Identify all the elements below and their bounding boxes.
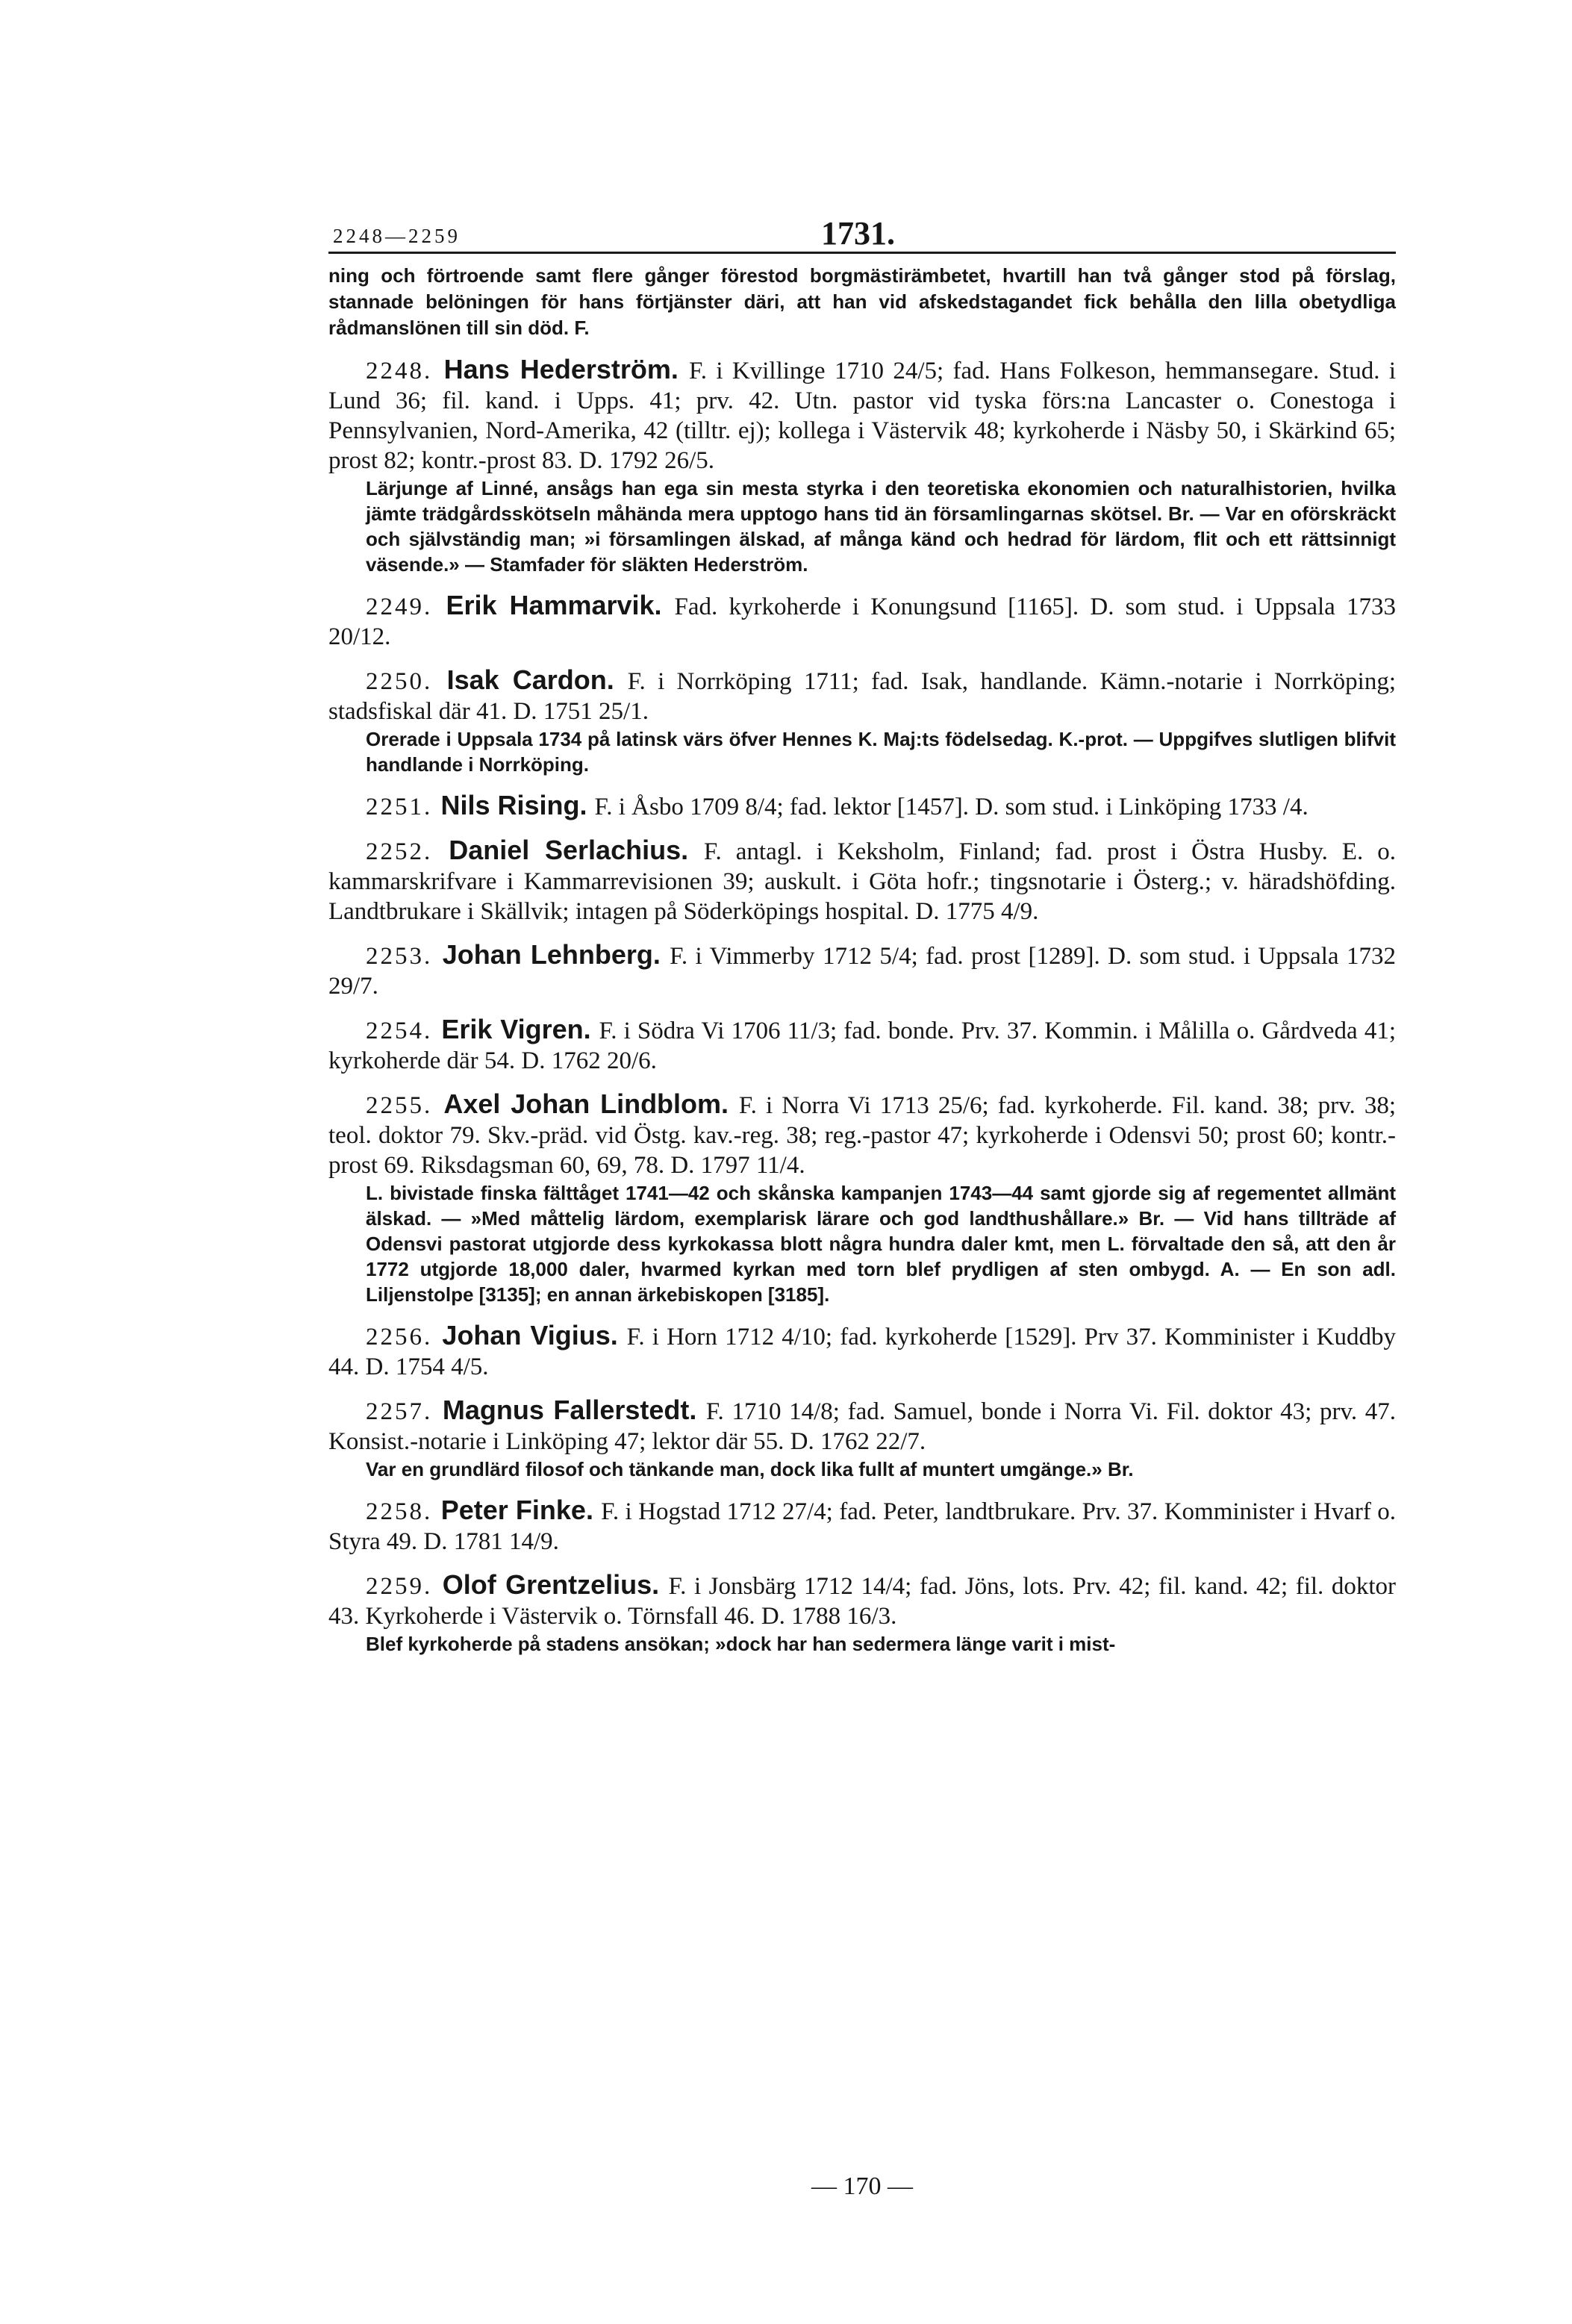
entry-body <box>328 355 1396 476</box>
entry-text: F. i Åsbo 1709 8/4; fad. lektor [1457]. D. som stud. i Linköping 1733 /4. <box>594 794 1309 820</box>
biography-entry <box>328 355 1396 577</box>
entry-body <box>328 1089 1396 1180</box>
page-number: — 170 — <box>811 2172 913 2200</box>
person-name: Johan Lehnberg. <box>442 939 670 970</box>
page <box>328 213 1397 2200</box>
header-year: 1731. <box>821 215 895 252</box>
entry-number: 2251. <box>366 794 441 820</box>
entry-text: Fad. kyrkoherde i Konungsund [1165]. D. som stud. i Uppsala 1733 20/12. <box>328 594 1397 650</box>
entry-note: Var en grundlärd filosof och tänkande man, dock lika fullt af muntert umgänge.» Br. <box>366 1458 1134 1480</box>
person-name: Magnus Fallerstedt. <box>442 1395 706 1425</box>
biography-entry <box>328 1089 1396 1307</box>
person-name: Peter Finke. <box>440 1495 602 1525</box>
person-name: Erik Vigren. <box>441 1014 599 1044</box>
biography-entry <box>328 791 1396 822</box>
person-name: Erik Hammarvik. <box>446 590 675 620</box>
entry-text: F. i Kvillinge 1710 24/5; fad. Hans Folkeson, hemmansegare. Stud. i Lund 36; fil. kand. i Upps. 41; prv. 42. Utn. pastor vid tyska förs:na Lancaster o. Conestoga i Pennsylvanien, Nord-Amerika, 42 (tilltr. ej); kollega i Västervik 48; kyrkoherde i Näsby 50, i Skärkind 65; prost 82; kontr.-prost 83. D. 1792 26/5. <box>328 358 1397 474</box>
entry-number: 2256. <box>366 1324 443 1351</box>
biography-entry <box>328 591 1396 652</box>
entry-number: 2250. <box>366 668 447 695</box>
entry-number: 2249. <box>366 594 446 620</box>
entry-body <box>328 791 1396 822</box>
entry-body <box>328 1395 1396 1457</box>
entry-body <box>328 1015 1396 1076</box>
entry-text: F. antagl. i Keksholm, Finland; fad. prost i Östra Husby. E. o. kammarskrifvare i Kammarrevisionen 39; auskult. i Göta hofr.; tingsnotarie i Österg.; v. häradshöfding. Landtbrukare i Skällvik; intagen på Söderköpings hospital. D. 1775 4/9. <box>328 838 1396 925</box>
person-name: Axel Johan Lindblom. <box>443 1088 739 1119</box>
entry-text: F. i Norrköping 1711; fad. Isak, handlande. Kämn.-notarie i Norrköping; stadsfiskal där 41. D. 1751 25/1. <box>328 668 1397 725</box>
entry-number: 2253. <box>366 943 443 970</box>
running-header <box>328 213 1396 254</box>
entry-text: F. i Horn 1712 4/10; fad. kyrkoherde [1529]. Prv 37. Komminister i Kuddby 44. D. 1754 4/5. <box>328 1324 1397 1380</box>
person-name: Olof Grentzelius. <box>442 1569 669 1600</box>
entry-number: 2248. <box>366 358 444 384</box>
entry-number: 2258. <box>366 1498 441 1525</box>
biography-entry <box>328 940 1396 1001</box>
entry-body <box>328 1570 1396 1631</box>
entry-text: F. 1710 14/8; fad. Samuel, bonde i Norra Vi. Fil. doktor 43; prv. 47. Konsist.-notarie i Linköping 47; lektor där 55. D. 1762 22/7. <box>328 1398 1396 1455</box>
biography-entry <box>328 1495 1396 1557</box>
entry-note: Orerade i Uppsala 1734 på latinsk värs öfver Hennes K. Maj:ts födelsedag. K.-prot. — Uppgifves slutligen blifvit handlande i Norrköping. <box>366 728 1396 776</box>
entry-body <box>328 940 1396 1001</box>
entry-number: 2257. <box>366 1398 443 1425</box>
person-name: Isak Cardon. <box>446 664 628 695</box>
entry-body <box>328 835 1396 926</box>
biography-entry <box>328 1015 1396 1076</box>
entry-note: Blef kyrkoherde på stadens ansökan; »dock har han sedermera länge varit i mist- <box>366 1633 1116 1655</box>
entry-body <box>328 665 1396 726</box>
entry-text: F. i Vimmerby 1712 5/4; fad. prost [1289]. D. som stud. i Uppsala 1732 29/7. <box>328 943 1397 1000</box>
entry-body <box>328 591 1396 652</box>
biography-entry <box>328 1395 1396 1482</box>
person-name: Johan Vigius. <box>442 1320 627 1351</box>
entry-note: Lärjunge af Linné, ansågs han ega sin mesta styrka i den teoretiska ekonomien och naturalhistorien, hvilka jämte trädgårdsskötseln måhända mera upptogo hans tid än församlingarnas skötsel. Br. — Var en oförskräckt och självständig man; »i församlingen älskad, af många känd och hedrad för lärdom, flit och ett rättsinnigt väsende.» — Stamfader för släkten Hederström. <box>366 477 1396 576</box>
entry-body <box>328 1321 1396 1382</box>
entry-list <box>328 355 1396 1657</box>
biography-entry <box>328 665 1396 777</box>
biography-entry <box>328 835 1396 926</box>
entry-range: 2248—2259 <box>333 225 461 247</box>
entry-text: F. i Norra Vi 1713 25/6; fad. kyrkoherde. Fil. kand. 38; prv. 38; teol. doktor 79. Skv.-präd. vid Östg. kav.-reg. 38; reg.-pastor 47; kyrkoherde i Odensvi 50; prost 60; kontr.-prost 69. Riksdagsman 60, 69, 78. D. 1797 11/4. <box>328 1092 1397 1179</box>
entry-text: F. i Jonsbärg 1712 14/4; fad. Jöns, lots. Prv. 42; fil. kand. 42; fil. doktor 43. Kyrkoherde i Västervik o. Törnsfall 46. D. 1788 16/3. <box>328 1573 1397 1630</box>
biography-entry <box>328 1570 1396 1657</box>
person-name: Nils Rising. <box>440 790 595 820</box>
entry-number: 2259. <box>366 1573 443 1600</box>
entry-note: L. bivistade finska fälttåget 1741—42 och skånska kampanjen 1743—44 samt gjorde sig af regementet allmänt älskad. — »Med måttelig lärdom, exemplarisk lärare och god landthushållare.» Br. — Vid hans tillträde af Odensvi pastorat utgjorde dess kyrkokassa blott några hundra daler kmt, men L. förvaltade den så, att den år 1772 utgjorde 18,000 daler, hvarmed kyrkan med torn blef prydligen af sten ombygd. A. — En son adl. Liljenstolpe [3135]; en annan ärkebiskopen [3185]. <box>366 1182 1396 1306</box>
entry-number: 2255. <box>366 1092 444 1119</box>
entry-text: F. i Södra Vi 1706 11/3; fad. bonde. Prv. 37. Kommin. i Målilla o. Gårdveda 41; kyrkoherde där 54. D. 1762 20/6. <box>328 1018 1396 1074</box>
person-name: Hans Hederström. <box>443 354 690 384</box>
entry-number: 2254. <box>366 1018 442 1044</box>
continued-text: ning och förtroende samt flere gånger förestod borgmästirämbetet, hvartill han två gånger stod på förslag, stannade belöningen för hans förtjänster däri, att han vid afskedstagandet fick behålla den lilla obetydliga rådmanslönen till sin död. F. <box>328 264 1396 339</box>
biography-entry <box>328 1321 1396 1382</box>
person-name: Daniel Serlachius. <box>449 835 704 865</box>
entry-text: F. i Hogstad 1712 27/4; fad. Peter, landtbrukare. Prv. 37. Komminister i Hvarf o. Styra 49. D. 1781 14/9. <box>328 1498 1397 1555</box>
entry-number: 2252. <box>366 838 449 865</box>
entry-body <box>328 1495 1396 1557</box>
